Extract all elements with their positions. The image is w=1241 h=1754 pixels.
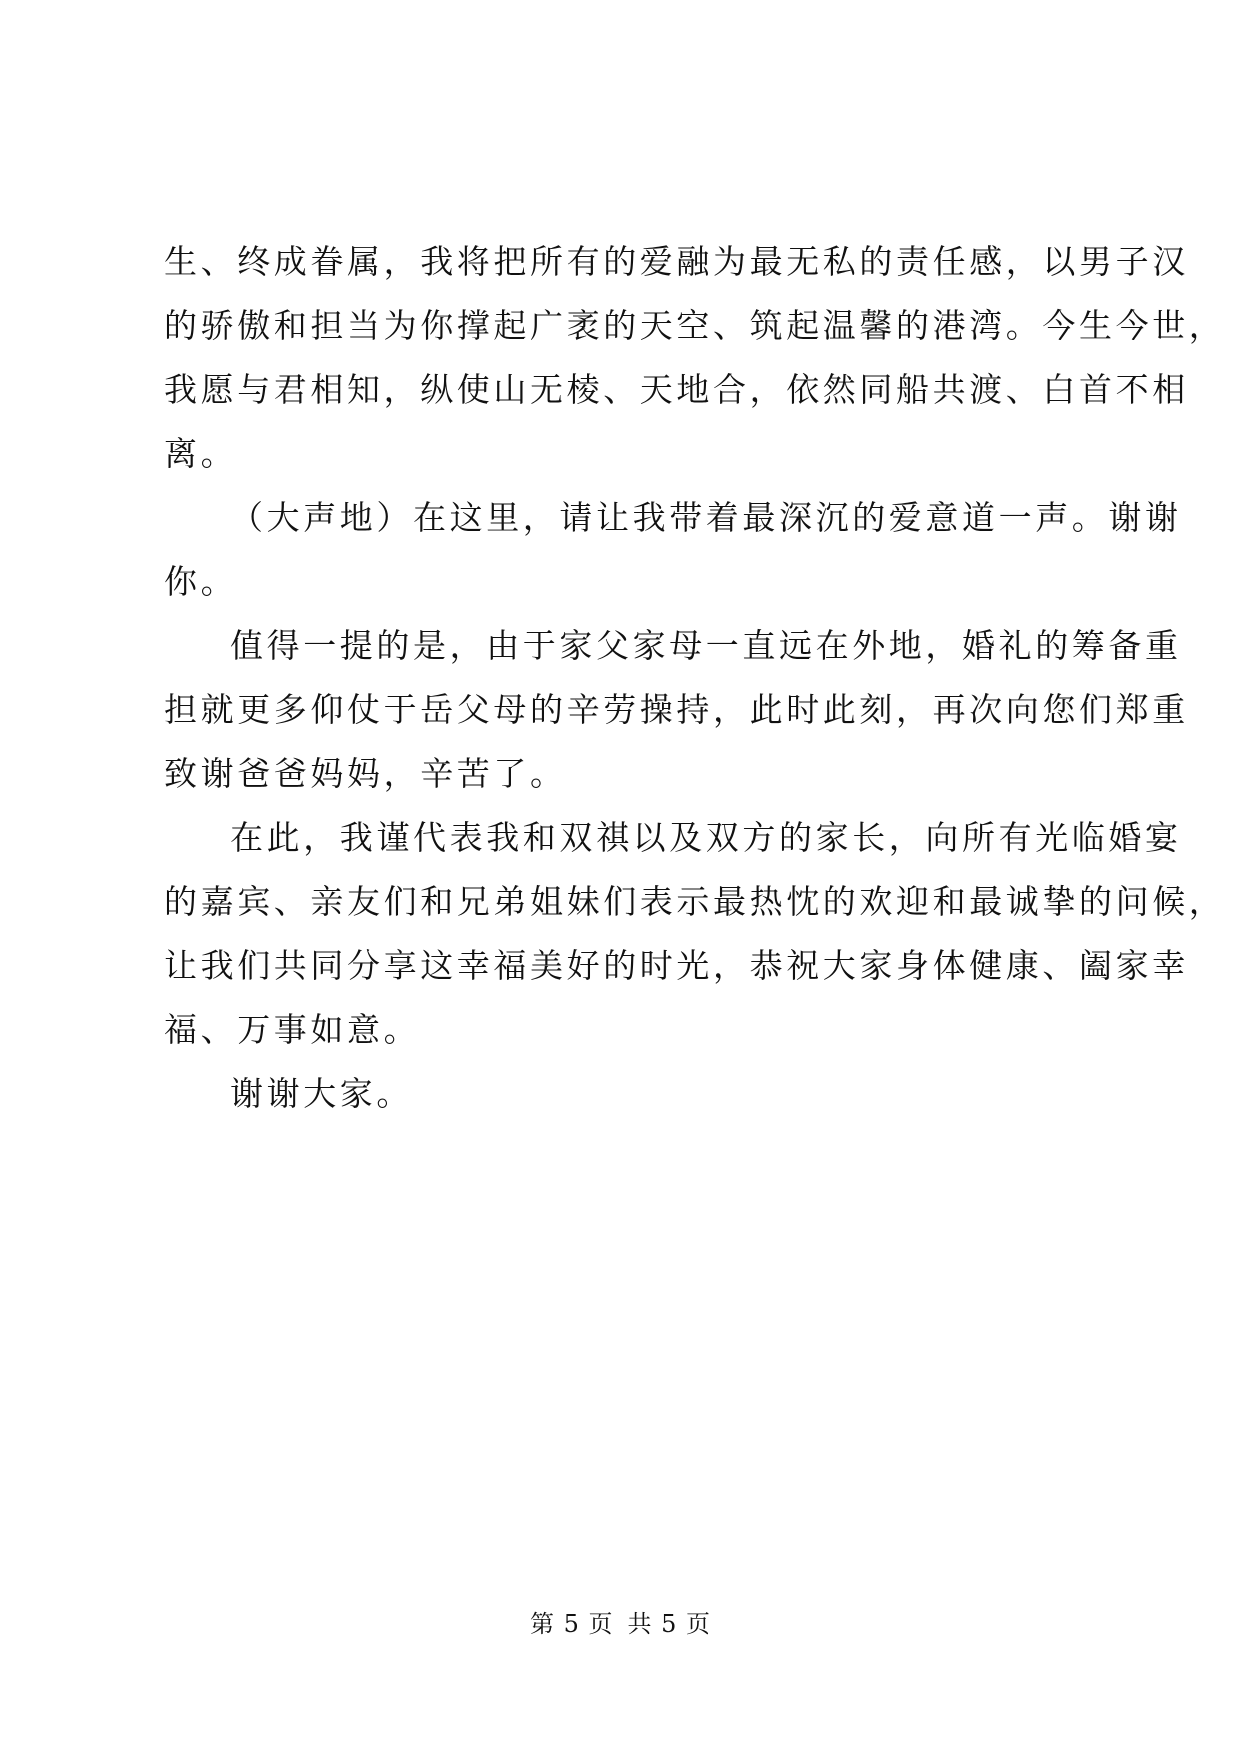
- paragraph-welcome-guests: [164, 806, 1226, 1062]
- text-line: 担就更多仰仗于岳父母的辛劳操持，此时此刻，再次向您们郑重: [164, 690, 1189, 729]
- paragraph-thanks-you: [164, 486, 1182, 614]
- text-line: 谢谢大家。: [230, 1074, 413, 1113]
- text-line: （大声地）在这里，请让我带着最深沉的爱意道一声。谢谢: [230, 498, 1182, 537]
- page-number-current: 第 5 页: [529, 1610, 614, 1638]
- text-line: 离。: [164, 434, 238, 473]
- document-body: [164, 230, 1226, 1126]
- text-line: 在此，我谨代表我和双祺以及双方的家长，向所有光临婚宴: [230, 818, 1182, 857]
- text-line: 福、万事如意。: [164, 1010, 421, 1049]
- text-line: 值得一提的是，由于家父家母一直远在外地，婚礼的筹备重: [230, 626, 1182, 665]
- text-line: 生、终成眷属，我将把所有的爱融为最无私的责任感，以男子汉: [164, 242, 1189, 281]
- text-line: 你。: [164, 562, 238, 601]
- text-line: 的骄傲和担当为你撑起广袤的天空、筑起温馨的港湾。今生今世，: [164, 306, 1226, 345]
- paragraph-continued: [164, 230, 1226, 486]
- text-line: 的嘉宾、亲友们和兄弟姐妹们表示最热忱的欢迎和最诚挚的问候，: [164, 882, 1226, 921]
- page-footer: [0, 1608, 1241, 1640]
- text-line: 我愿与君相知，纵使山无棱、天地合，依然同船共渡、白首不相: [164, 370, 1189, 409]
- text-line: 让我们共同分享这幸福美好的时光，恭祝大家身体健康、阖家幸: [164, 946, 1189, 985]
- text-line: 致谢爸爸妈妈，辛苦了。: [164, 754, 567, 793]
- paragraph-parents-in-law: [164, 614, 1189, 806]
- paragraph-closing: [164, 1062, 1084, 1126]
- page-number-total: 共 5 页: [627, 1610, 712, 1638]
